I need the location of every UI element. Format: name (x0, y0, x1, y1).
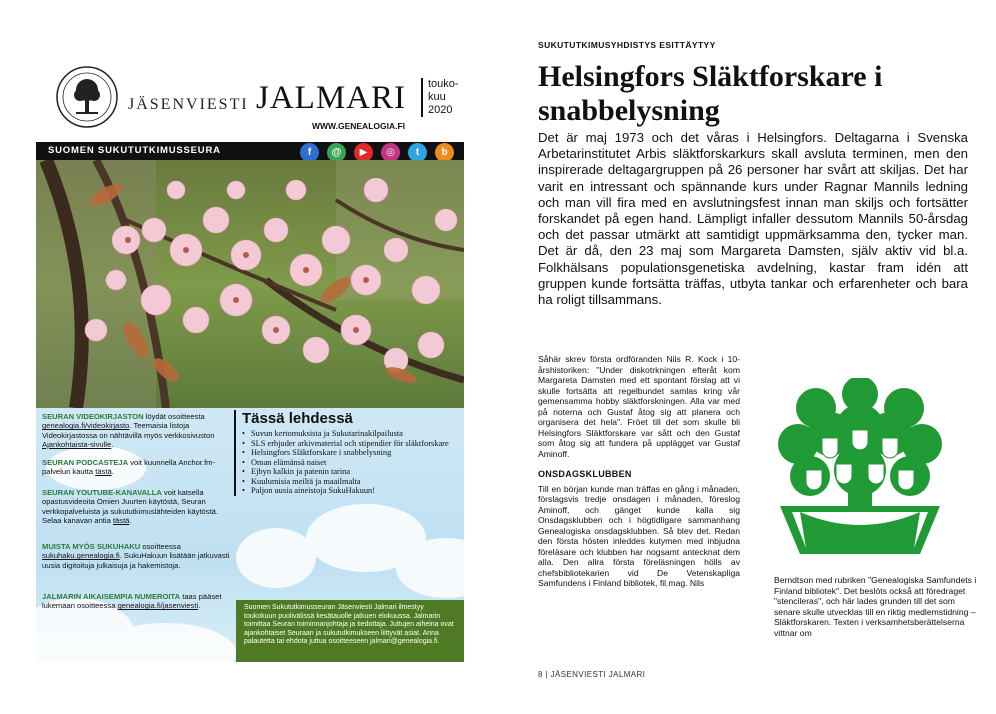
promo-link[interactable]: Ajankohtaista-sivulle (42, 439, 112, 449)
organization-name: SUOMEN SUKUTUTKIMUSSEURA (48, 145, 221, 156)
toc-item: • Kuulumisia meiltä ja maailmalta (242, 477, 462, 487)
website-url[interactable]: WWW.GENEALOGIA.FI (312, 121, 406, 131)
toc-list (242, 429, 462, 496)
promo-heading: SEURAN YOUTUBE-KANAVALLA (42, 488, 162, 497)
promo-link[interactable]: tästä (112, 515, 130, 525)
blog-icon[interactable]: b (435, 143, 454, 162)
promo-text: voit katsella opastusvideoita Omien Juurten käytöstä, Seuran verkkopalveluista ja sukututkimuslähteiden käytöstä. Selaa kanavan antia (42, 488, 219, 525)
promo-item (42, 592, 230, 611)
promo-item (42, 488, 230, 525)
newsletter-title: JALMARI (256, 80, 407, 116)
promo-link[interactable]: tästä (95, 467, 112, 477)
promo-heading: MUISTA MYÖS SUKUHAKU (42, 542, 141, 551)
masthead (36, 58, 464, 142)
promo-link[interactable]: genealogia.fi/jasenviesti (117, 601, 199, 611)
toc-item: • Helsingfors Släktforskare i snabbelysning (242, 448, 462, 458)
article-headline: Helsingfors Släktforskare i snabbelysning (538, 60, 883, 127)
issue-month-line1: touko- (428, 78, 459, 90)
toc-item: • Ejbyn kalkin ja patenin tarina (242, 467, 462, 477)
facebook-icon[interactable]: f (300, 143, 319, 162)
toc-item: • SLS erbjuder arkivmaterial och stipendier för släktforskare (242, 439, 462, 449)
promo-item (42, 458, 230, 477)
promo-text: löydät osoitteesta (143, 412, 205, 421)
table-of-contents (234, 410, 462, 496)
promo-text: . (111, 467, 114, 477)
promo-link[interactable]: sukuhaku.genealogia.fi (42, 551, 120, 561)
newsletter-label: JÄSENVIESTI (128, 96, 249, 113)
body-paragraph-1: Såhär skrev första ordföranden Nils R. Kock i 10-årshistoriken: "Under diskotrkningen efteråt kom Margareta Damsten med ett spontant förslag att vi skulle fortsätta att regelbundet samlas kring vår gemensamma hobby släktforskningen. Alla var med på noterna och Gustaf åtog sig att planera och organisera det hela". Fröet till det som skulle bli Helsingfors Släktforskare var sått och den Gustaf som åtog sig att fundera på upplägget var Gustaf Aminoff. (538, 354, 740, 459)
article-body-column (538, 354, 740, 599)
promo-item (42, 542, 230, 570)
issue-year: 2020 (428, 104, 453, 116)
article-page (538, 0, 996, 714)
article-continued-text: Berndtson med rubriken "Genealogiska Samfundets i Finland bibliotek". Det beslöts också att föredraget "stencileras", och här lades grunden till det som senare skulle utvecklas till en riktig medlemstidning – Släktforskaren. Texten i verksamhetsberättelserna vittnar om (774, 575, 977, 638)
promo-text: . (129, 515, 132, 525)
toc-item: • Suvun kertomuksista ja Sukutarinakilpailusta (242, 429, 462, 439)
promo-text: . (198, 601, 201, 611)
tree-emblem-icon (770, 378, 950, 562)
toc-item: • Oman elämänsä naiset (242, 458, 462, 468)
twitter-icon[interactable]: t (408, 143, 427, 162)
cherry-blossom-photo (36, 160, 464, 408)
promo-heading: JALMARIN AIKAISEMPIA NUMEROITA (42, 592, 181, 601)
promo-text: osoitteessa (140, 542, 181, 551)
organization-bar (36, 142, 464, 160)
section-subhead: ONSDAGSKLUBBEN (538, 469, 632, 479)
article-lede: Det är maj 1973 och det våras i Helsingfors. Deltagarna i Svenska Arbetarinstitutet Arbis släktforskarkurs skall avsluta terminen, men den inspirerade deltagargruppen på 26 personer har svårt att skiljas. Det har varit en intressant och spännande kurs under Ragnar Mannils ledning och man vill fira med en avslutningsfest innan man skiljs och fortsätter forskandet på egen hand. Lämpligt infaller dessutom Mannils 50-årsdag och det passar utmärkt att samtidigt uppmärksamma den, tycker man. Det är då, den 23 maj som Margareta Damsten, själv aktiv vid bl.a. Folkhälsans populationsgenetiska avdelning, kastar fram idén att gruppen kunde fortsätta träffas, utbyta tankar och erfarenheter och bara ha roligt tillsammans. (538, 130, 968, 308)
promo-heading: SEURAN PODCASTEJA (42, 458, 129, 467)
toc-item: • Paljon uusia aineistoja SukuHakuun! (242, 486, 462, 496)
promo-text: taas pääset lukemaan osoitteessa (42, 592, 222, 611)
promo-text: . Teemaisia listoja Videokirjastossa on nähtävillä myös verkkosivuston (42, 421, 215, 440)
instagram-icon[interactable]: ◎ (381, 143, 400, 162)
society-seal-icon (56, 66, 118, 128)
issue-month-line2: kuu (428, 91, 446, 103)
promo-item (42, 412, 230, 449)
promo-heading: SEURAN VIDEOKIRJASTON (42, 412, 144, 421)
youtube-icon[interactable]: ▶ (354, 143, 373, 162)
cherry-blossom-image (36, 160, 464, 408)
issue-date (421, 78, 463, 117)
promo-text: . SukuHakuun lisätään jatkuvasti uusia digitoituja julkaisuja ja hakemistoja. (42, 551, 230, 570)
article-kicker: SUKUTUTKIMUSYHDISTYS ESITTÄYTYY (538, 40, 716, 50)
body-paragraph-2: Till en början kunde man träffas en gång i månaden, förslagsvis tredje onsdagen i månaden, föreslog Aminoff, och gänget kunde kalla sig Onsdagsklubben och i högtidligare sammanhang Genealogiska onsdagsklubben. Så blev det. Redan den första hösten inleddes kutymen med inbjudna föreläsare och klubben har nogsamt antecknat dem alla. Den allra första föreläsningen hölls av chefsbibliotekarien vid De Vetenskapliga Samfundens i Finland bibliotek, fil.mag. Nils (538, 483, 740, 588)
page-folio: 8 | JÄSENVIESTI JALMARI (538, 670, 646, 679)
chat-icon[interactable]: @ (327, 143, 346, 162)
promo-link[interactable]: genealogia.fi/videokirjasto (42, 421, 130, 431)
promo-text: . (111, 439, 114, 449)
cover-lower-section (36, 408, 464, 662)
toc-title: Tässä lehdessä (242, 410, 353, 427)
newsletter-cover-page (36, 58, 464, 662)
newsletter-info-box: Suomen Sukututkimusseuran Jäsenviesti Jalmari ilmestyy toukokuun puolivälissä kesätauolle jatkuen elokuussa. Jalmarin toimittaa Seuran toiminnanjohtaja ja tiedottaja. Juttujen aiheina ovat ajankohtaiset Seuraan ja sukututkimukseen liittyvät asiat. Anna palautetta tai ehdota juttua osoitteeseen jalmari@genealogia.fi. (236, 600, 464, 662)
promo-text: voit kuunnella Anchor.fm-palvelun kautta (42, 458, 216, 477)
